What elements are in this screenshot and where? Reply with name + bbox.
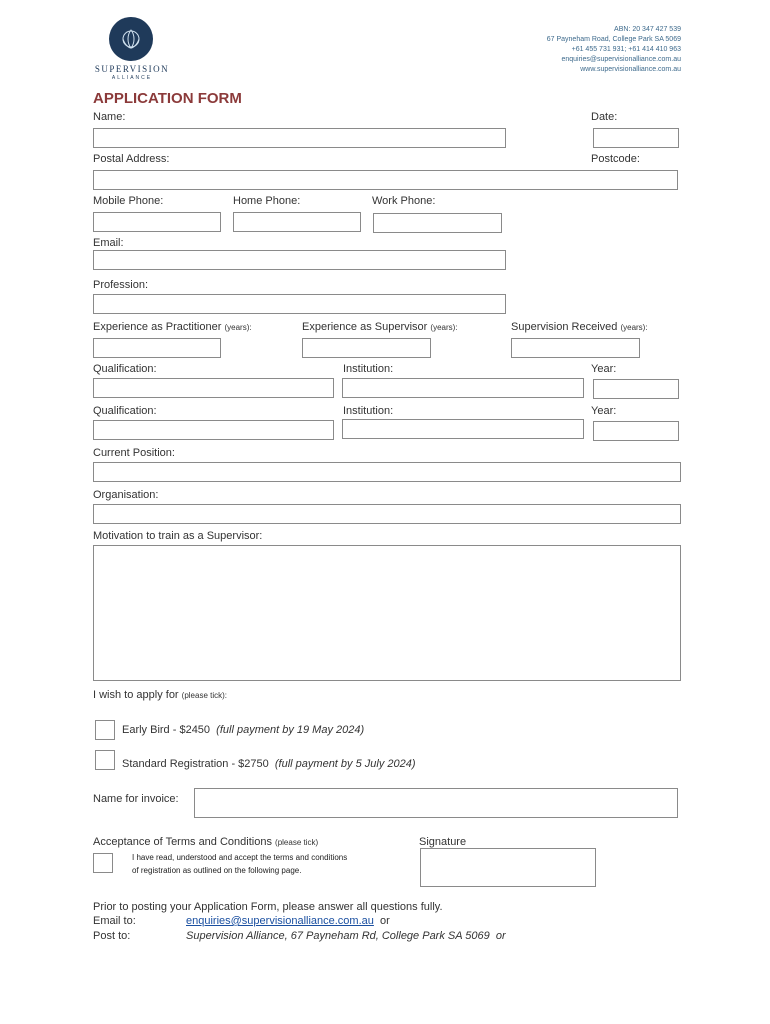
contact-address: 67 Payneham Road, College Park SA 5069 bbox=[546, 36, 681, 43]
home-phone-label: Home Phone: bbox=[233, 195, 301, 207]
supervision-received-text: Supervision Received bbox=[511, 321, 618, 333]
mobile-phone-field[interactable] bbox=[93, 212, 221, 232]
qualification-1-field[interactable] bbox=[93, 378, 334, 398]
standard-text: Standard Registration - $2750 bbox=[122, 758, 269, 770]
brand-name: SUPERVISION bbox=[94, 64, 170, 74]
early-bird-checkbox[interactable] bbox=[95, 720, 115, 740]
institution-2-label: Institution: bbox=[343, 405, 394, 417]
years-suffix: (years): bbox=[224, 323, 252, 332]
invoice-name-field[interactable] bbox=[194, 788, 678, 818]
exp-practitioner-label bbox=[93, 321, 252, 333]
contact-web: www.supervisionalliance.com.au bbox=[580, 66, 681, 73]
exp-practitioner-field[interactable] bbox=[93, 338, 221, 358]
terms-line-2: of registration as outlined on the following page. bbox=[132, 866, 302, 875]
post-to-row bbox=[186, 930, 506, 942]
form-title: APPLICATION FORM bbox=[93, 90, 242, 107]
invoice-name-label: Name for invoice: bbox=[93, 793, 179, 805]
apply-for-label bbox=[93, 689, 227, 701]
exp-practitioner-text: Experience as Practitioner bbox=[93, 321, 222, 333]
current-position-field[interactable] bbox=[93, 462, 681, 482]
current-position-label: Current Position: bbox=[93, 447, 175, 459]
postcode-label: Postcode: bbox=[591, 153, 640, 165]
email-to-or: or bbox=[380, 915, 390, 927]
email-to-row bbox=[186, 915, 390, 927]
work-phone-label: Work Phone: bbox=[372, 195, 436, 207]
qualification-2-field[interactable] bbox=[93, 420, 334, 440]
home-phone-field[interactable] bbox=[233, 212, 361, 232]
early-bird-label bbox=[122, 724, 364, 736]
mobile-phone-label: Mobile Phone: bbox=[93, 195, 164, 207]
contact-abn: ABN: 20 347 427 539 bbox=[614, 26, 681, 33]
institution-1-field[interactable] bbox=[342, 378, 584, 398]
qualification-2-label: Qualification: bbox=[93, 405, 157, 417]
motivation-label: Motivation to train as a Supervisor: bbox=[93, 530, 263, 542]
years-suffix: (years): bbox=[620, 323, 648, 332]
organisation-label: Organisation: bbox=[93, 489, 159, 501]
email-label: Email: bbox=[93, 237, 124, 249]
please-tick-note: (please tick) bbox=[181, 691, 225, 700]
motivation-textarea[interactable] bbox=[93, 545, 681, 681]
post-to-address: Supervision Alliance, 67 Payneham Rd, College Park SA 5069 bbox=[186, 930, 490, 942]
postal-address-label: Postal Address: bbox=[93, 153, 170, 165]
exp-supervisor-text: Experience as Supervisor bbox=[302, 321, 428, 333]
footer-instruction: Prior to posting your Application Form, please answer all questions fully. bbox=[93, 901, 443, 913]
post-to-label: Post to: bbox=[93, 930, 131, 942]
institution-1-label: Institution: bbox=[343, 363, 394, 375]
postal-address-field[interactable] bbox=[93, 170, 678, 190]
profession-label: Profession: bbox=[93, 279, 149, 291]
early-bird-text: Early Bird - $2450 bbox=[122, 724, 211, 736]
date-field[interactable] bbox=[593, 128, 679, 148]
supervision-received-field[interactable] bbox=[511, 338, 640, 358]
standard-note: (full payment by 5 July 2024) bbox=[274, 758, 416, 770]
post-to-or: or bbox=[495, 930, 506, 942]
standard-registration-checkbox[interactable] bbox=[95, 750, 115, 770]
early-bird-note: (full payment by 19 May 2024) bbox=[216, 724, 365, 736]
supervision-received-label bbox=[511, 321, 648, 333]
signature-field[interactable] bbox=[420, 848, 596, 887]
logo-icon bbox=[109, 17, 153, 61]
standard-registration-label bbox=[122, 758, 416, 770]
institution-2-field[interactable] bbox=[342, 419, 584, 439]
organisation-field[interactable] bbox=[93, 504, 681, 524]
email-to-link[interactable]: enquiries@supervisionalliance.com.au bbox=[186, 915, 374, 927]
qualification-1-label: Qualification: bbox=[93, 363, 157, 375]
acceptance-text: Acceptance of Terms and Conditions bbox=[93, 836, 272, 848]
work-phone-field[interactable] bbox=[373, 213, 502, 233]
years-suffix: (years): bbox=[430, 323, 458, 332]
brand-subtitle: ALLIANCE bbox=[111, 75, 153, 81]
acceptance-label bbox=[93, 836, 318, 848]
date-label: Date: bbox=[591, 111, 618, 123]
exp-supervisor-field[interactable] bbox=[302, 338, 431, 358]
profession-field[interactable] bbox=[93, 294, 506, 314]
terms-line-1: I have read, understood and accept the terms and conditions bbox=[132, 853, 348, 862]
name-field[interactable] bbox=[93, 128, 506, 148]
year-1-field[interactable] bbox=[593, 379, 679, 399]
apply-colon: : bbox=[224, 691, 228, 700]
signature-label: Signature bbox=[419, 836, 467, 848]
year-2-field[interactable] bbox=[593, 421, 679, 441]
name-label: Name: bbox=[93, 111, 126, 123]
apply-for-text: I wish to apply for bbox=[93, 689, 179, 701]
contact-phone: +61 455 731 931; +61 414 410 963 bbox=[571, 46, 681, 53]
terms-checkbox[interactable] bbox=[93, 853, 113, 873]
year-1-label: Year: bbox=[591, 363, 617, 375]
contact-email: enquiries@supervisionalliance.com.au bbox=[561, 56, 681, 63]
year-2-label: Year: bbox=[591, 405, 617, 417]
exp-supervisor-label bbox=[302, 321, 458, 333]
email-to-label: Email to: bbox=[93, 915, 136, 927]
please-tick-note: (please tick) bbox=[275, 838, 319, 847]
email-field[interactable] bbox=[93, 250, 506, 270]
